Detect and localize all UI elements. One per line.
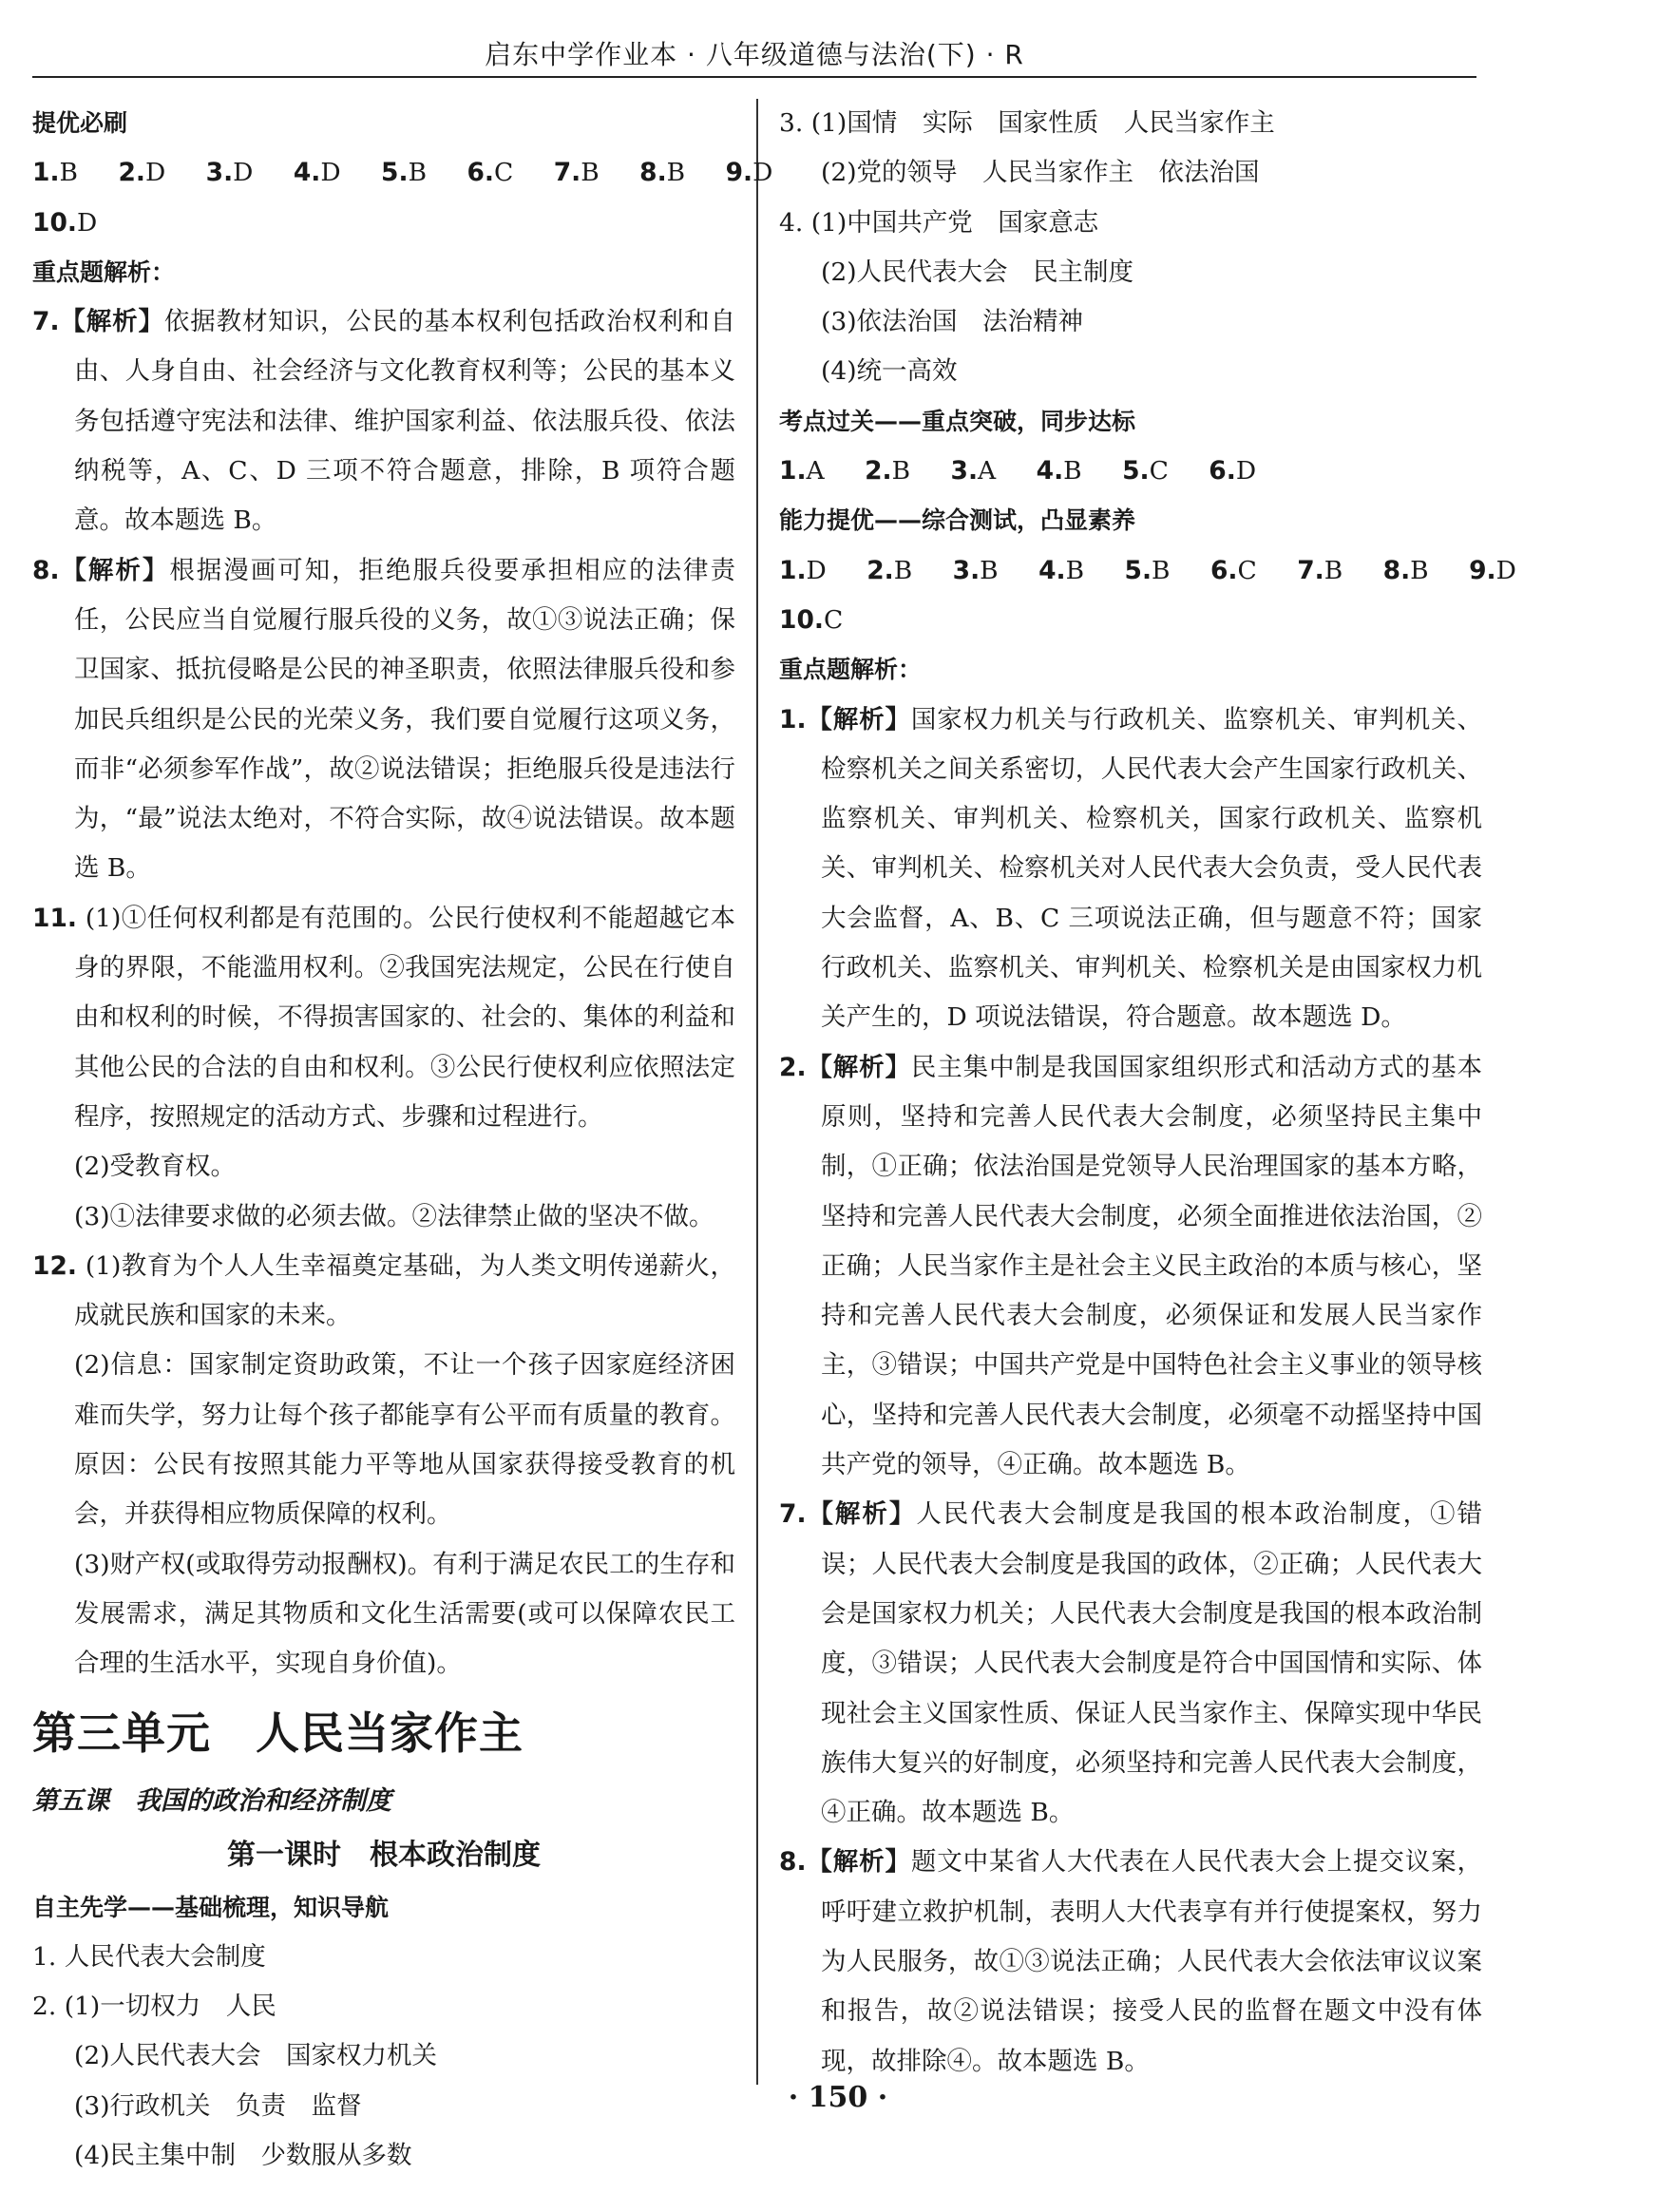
answer-item: 7.B [1297,555,1343,585]
answer-q12-part1: 12. (1)教育为个人人生幸福奠定基础，为人类文明传递薪火，成就民族和国家的未来。 [32,1250,735,1331]
unit-title: 第三单元 人民当家作主 [32,1707,524,1759]
answer-row [779,447,1482,496]
left-column [32,99,773,2181]
answer-item: 5.C [1122,456,1169,486]
answer-q12-part3: (3)财产权(或取得劳动报酬权)。有利于满足农民工的生存和发展需求，满足其物质和文化生活需要(或可以保障农民工合理的生活水平，实现自身价值)。 [74,1549,735,1679]
analysis-q7: 7.【解析】依据教材知识，公民的基本权利包括政治权利和自由、人身自由、社会经济与文化教育权利等；公民的基本义务包括遵守宪法和法律、维护国家利益、依法服兵役、依法纳税等，A、C、D 三项不符合题意，排除，B 项符合题意。故本题选 B。 [32,307,736,536]
analysis-a1: 1.【解析】国家权力机关与行政机关、监察机关、审判机关、检察机关之间关系密切，人民代表大会产生国家行政机关、监察机关、审判机关、检察机关，国家行政机关、监察机关、审判机关、检察机关对人民代表大会负责，受人民代表大会监督，A、B、C 三项说法正确，但与题意不符；国家行政机关、监察机关、审判机关、检察机关是由国家权力机关产生的，D 项说法错误，符合题意。故本题选 D。 [779,704,1483,1033]
answer-item: 5.B [381,158,428,188]
analysis-a8: 8.【解析】题文中某省人大代表在人民代表大会上提交议案，呼吁建立救护机制，表明人大代表享有并行使提案权，努力为人民服务，故①③说法正确；人民代表大会依法审议议案和报告，故②说法错误；接受人民的监督在题文中没有体现，故排除④。故本题选 B。 [779,1847,1483,2076]
self-study-heading: 自主先学——基础梳理，知识导航 [32,1893,390,1921]
answer-q11-part2: (2)受教育权。 [74,1152,237,1182]
answer-row [32,199,735,248]
list-item: 3. (1)国情 实际 国家性质 人民当家作主 [779,108,1275,138]
answer-item: 7.B [553,158,600,188]
list-item: (4)民主集中制 少数服从多数 [74,2140,412,2170]
answer-item: 9.D [725,158,773,188]
answer-item: 8.B [639,158,686,188]
answer-item: 2.B [867,555,913,585]
list-item: (3)行政机关 负责 监督 [74,2090,362,2121]
checkpoint-heading: 考点过关——重点突破，同步达标 [779,407,1136,435]
answer-item: 6.C [1209,555,1257,585]
answer-item: 3.A [950,456,997,486]
answer-q11-part1: 11. (1)①任何权利都是有范围的。公民行使权利不能超越它本身的界限，不能滥用权利。②我国宪法规定，公民在行使自由和权利的时候，不得损害国家的、社会的、集体的利益和其他公民的合法的自由和权利。③公民行使权利应依照法定程序，按照规定的活动方式、步骤和过程进行。 [32,903,735,1132]
answer-item: 10.C [779,604,844,635]
key-analysis-heading: 重点题解析： [32,257,176,286]
page-header [32,27,1476,78]
list-item: 1. 人民代表大会制度 [32,1941,266,1972]
list-item: (2)人民代表大会 国家权力机关 [74,2041,438,2071]
list-item: (4)统一高效 [821,356,958,387]
answer-item: 10.D [32,207,98,238]
answer-row [779,596,1482,645]
section-heading-tiyou: 提优必刷 [32,109,128,137]
page-number: · 150 · [788,2081,888,2114]
analysis-a7: 7.【解析】人民代表大会制度是我国的根本政治制度，①错误；人民代表大会制度是我国的政体，②正确；人民代表大会是国家权力机关；人民代表大会制度是我国的根本政治制度，③错误；人民代表大会制度是符合中国国情和实际、体现社会主义国家性质、保证人民当家作主、保障实现中华民族伟大复兴的好制度，必须坚持和完善人民代表大会制度，④正确。故本题选 B。 [779,1499,1482,1828]
answer-item: 4.B [1038,555,1085,585]
answer-row [779,546,1516,596]
analysis-q8: 8.【解析】根据漫画可知，拒绝服兵役要承担相应的法律责任，公民应当自觉履行服兵役的义务，故①③说法正确；保卫国家、抵抗侵略是公民的神圣职责，依照法律服兵役和参加民兵组织是公民的光荣义务，我们要自觉履行这项义务，而非“必须参军作战”，故②说法错误；拒绝服兵役是违法行为，“最”说法太绝对，不符合实际，故④说法错误。故本题选 B。 [32,555,735,884]
header-title: 启东中学作业本 · 八年级道德与法治(下) · R [485,39,1024,70]
ability-heading: 能力提优——综合测试，凸显素养 [779,506,1136,535]
answer-item: 8.B [1382,555,1429,585]
answer-item: 6.C [467,158,514,188]
key-analysis-heading: 重点题解析： [779,656,923,684]
answer-item: 6.D [1209,456,1257,486]
answer-q12-part2: (2)信息：国家制定资助政策，不让一个孩子因家庭经济困难而失学，努力让每个孩子都能享有公平而有质量的教育。原因：公民有按照其能力平等地从国家获得接受教育的机会，并获得相应物质保障的权利。 [74,1350,735,1530]
answer-item: 3.B [952,555,999,585]
list-item: 4. (1)中国共产党 国家意志 [779,207,1099,238]
answer-item: 2.D [118,158,166,188]
answer-item: 5.B [1124,555,1171,585]
answer-item: 1.A [779,456,825,486]
answer-item: 1.D [779,555,827,585]
answer-item: 1.B [32,158,78,188]
column-divider [756,99,758,2085]
answer-item: 4.D [293,158,341,188]
period-title: 第一课时 根本政治制度 [227,1838,541,1872]
right-column [779,99,1516,2087]
analysis-a2: 2.【解析】民主集中制是我国国家组织形式和活动方式的基本原则，坚持和完善人民代表大会制度，必须坚持民主集中制，①正确；依法治国是党领导人民治理国家的基本方略，坚持和完善人民代表大会制度，必须全面推进依法治国，②正确；人民当家作主是社会主义民主政治的本质与核心，坚持和完善人民代表大会制度，必须保证和发展人民当家作主，③错误；中国共产党是中国特色社会主义事业的领导核心，坚持和完善人民代表大会制度，必须毫不动摇坚持中国共产党的领导，④正确。故本题选 B。 [779,1052,1483,1480]
answer-item: 4.B [1036,456,1082,486]
answer-item: 2.B [865,456,911,486]
list-item: 2. (1)一切权力 人民 [32,1992,276,2022]
answer-item: 3.D [205,158,254,188]
list-item: (2)人民代表大会 民主制度 [821,257,1134,287]
answer-row [32,148,773,198]
answer-item: 9.D [1469,555,1516,585]
lesson-title: 第五课 我国的政治和经济制度 [32,1785,391,1816]
answer-q11-part3: (3)①法律要求做的必须去做。②法律禁止做的坚决不做。 [74,1201,714,1231]
list-item: (2)党的领导 人民当家作主 依法治国 [821,158,1260,188]
list-item: (3)依法治国 法治精神 [821,307,1084,337]
